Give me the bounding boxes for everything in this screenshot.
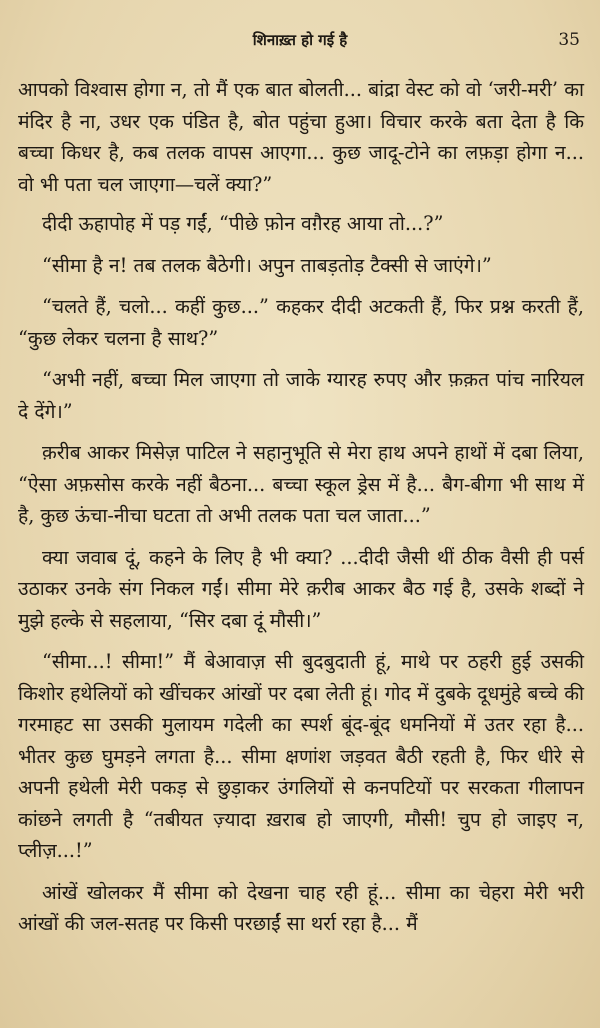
page-number: 35	[558, 30, 580, 50]
paragraph: क्या जवाब दूं, कहने के लिए है भी क्या? ...दीदी जैसी थीं ठीक वैसी ही पर्स उठाकर उनके संग निकल गईं। सीमा मेरे क़रीब आकर बैठ गई है, उसके शब्दों ने मुझे हल्के से सहलाया, “सिर दबा दूं मौसी।”	[18, 545, 584, 632]
paragraph: आपको विश्वास होगा न, तो मैं एक बात बोलती... बांद्रा वेस्ट को वो ‘जरी-मरी’ का मंदिर है ना, उधर एक पंडित है, बोत पहुंचा हुआ। विचार करके बता देता है कि बच्चा किधर है, कब तलक वापस आएगा... कुछ जादू-टोने का लफ़ड़ा होगा न... वो भी पता चल जाएगा—चलें क्या?”	[18, 78, 584, 196]
paragraph: “सीमा...! सीमा!” मैं बेआवाज़ सी बुदबुदाती हूं, माथे पर ठहरी हुई उसकी किशोर हथेलियों को खींचकर आंखों पर दबा लेती हूं। गोद में दुबके दूधमुंहे बच्चे की गरमाहट सा उसकी मुलायम गदेली का स्पर्श बूंद-बूंद धमनियों में उतर रहा है... भीतर कुछ घुमड़ने लगता है... सीमा क्षणांश जड़वत बैठी रहती है, फिर धीरे से अपनी हथेली मेरी पकड़ से छुड़ाकर उंगलियों से कनपटियों पर सरकता गीलापन कांछने लगती है “तबीयत ज़्यादा ख़राब हो जाएगी, मौसी! चुप हो जाइए न, प्लीज़...!”	[18, 650, 584, 862]
paragraph: दीदी ऊहापोह में पड़ गईं, “पीछे फ़ोन वग़ैरह आया तो...?”	[42, 212, 444, 235]
body-text	[18, 74, 584, 950]
running-title: शिनाख़्त हो गई है	[252, 31, 348, 49]
paragraph: क़रीब आकर मिसेज़ पाटिल ने सहानुभूति से मेरा हाथ अपने हाथों में दबा लिया, “ऐसा अफ़सोस करके नहीं बैठना... बच्चा स्कूल ड्रेस में है... बैग-बीगा भी साथ में है, कुछ ऊंचा-नीचा घटता तो अभी तलक पता चल जाता...”	[18, 441, 584, 527]
paragraph: “अभी नहीं, बच्चा मिल जाएगा तो जाके ग्यारह रुपए और फ़क़त पांच नारियल दे देंगे।”	[18, 368, 584, 423]
running-header	[0, 30, 600, 54]
paragraph: “चलते हैं, चलो... कहीं कुछ...” कहकर दीदी अटकती हैं, फिर प्रश्न करती हैं, “कुछ लेकर चलना है साथ?”	[18, 295, 584, 350]
paragraph: आंखें खोलकर मैं सीमा को देखना चाह रही हूं... सीमा का चेहरा मेरी भरी आंखों की जल-सतह पर किसी परछाईं सा थर्रा रहा है... मैं	[18, 880, 584, 935]
paragraph: “सीमा है न! तब तलक बैठेगी। अपुन ताबड़तोड़ टैक्सी से जाएंगे।”	[42, 253, 492, 277]
